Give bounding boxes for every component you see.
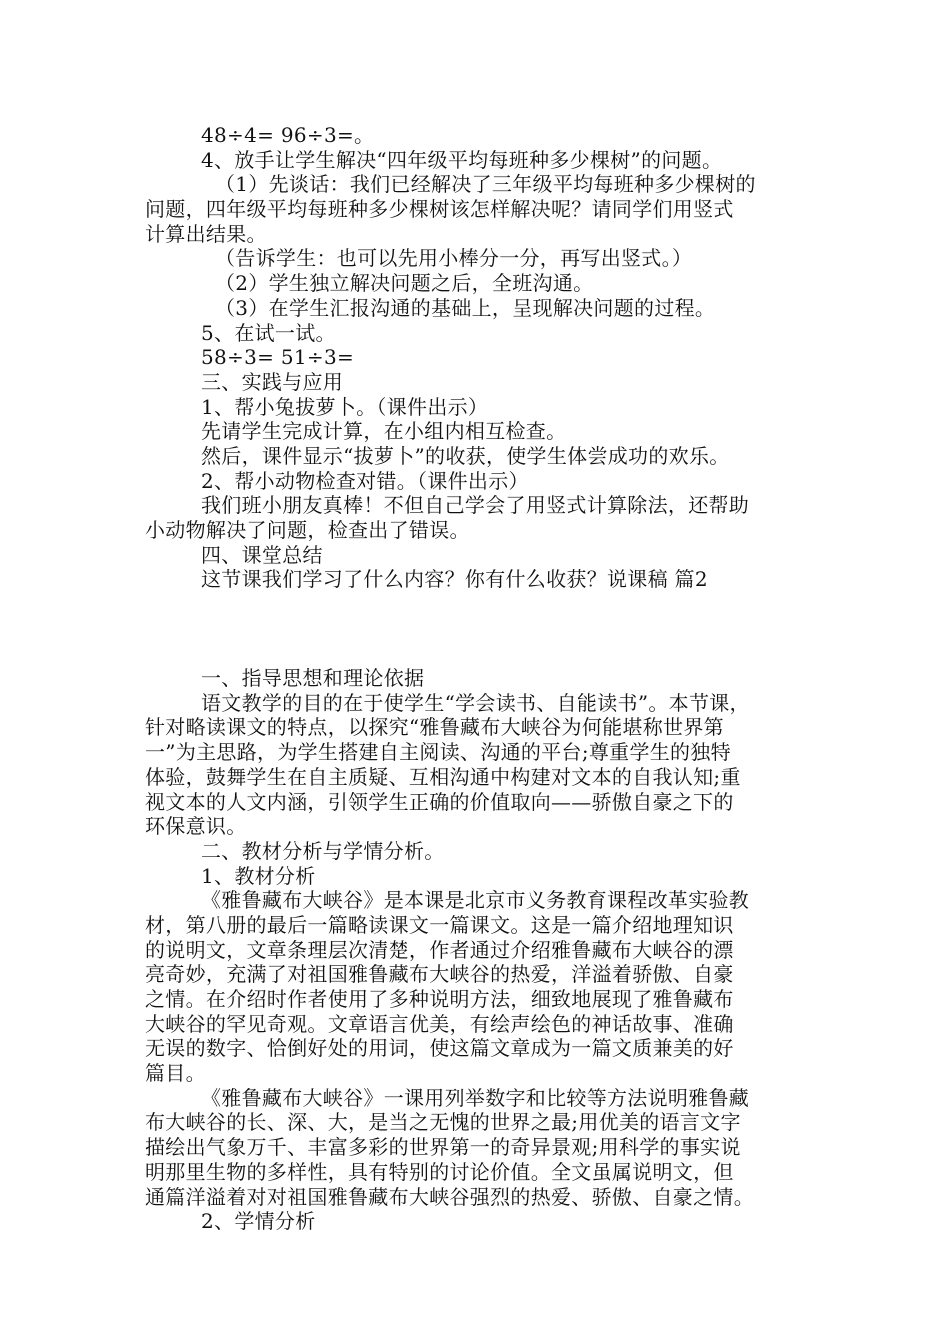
paragraph-line: 先请学生完成计算，在小组内相互检查。 <box>201 419 567 444</box>
document-body <box>145 123 825 1234</box>
paragraph-line: 48÷4= 96÷3=。 <box>201 123 375 147</box>
paragraph-line: 一”为主思路，为学生搭建自主阅读、沟通的平台;尊重学生的独特 <box>145 740 731 765</box>
paragraph-line: 2、帮小动物检查对错。（课件出示） <box>201 468 529 493</box>
paragraph-line: 布大峡谷的长、深、大，是当之无愧的世界之最;用优美的语言文字 <box>145 1110 741 1135</box>
paragraph-line: 一、指导思想和理论依据 <box>201 666 425 691</box>
paragraph-line: 4、放手让学生解决“四年级平均每班种多少棵树”的问题。 <box>201 147 723 172</box>
paragraph-line: 《雅鲁藏布大峡谷》是本课是北京市义务教育课程改革实验教 <box>201 888 750 913</box>
paragraph-line: 亮奇妙，充满了对祖国雅鲁藏布大峡谷的热爱，洋溢着骄傲、自豪 <box>145 962 734 987</box>
lesson-plan-section-2 <box>145 666 825 1234</box>
section-gap <box>145 592 825 666</box>
paragraph-line: （1）先谈话：我们已经解决了三年级平均每班种多少棵树的 <box>215 172 756 197</box>
paragraph-line: 语文教学的目的在于使学生“学会读书、自能读书”。本节课， <box>201 690 750 715</box>
paragraph-line: 视文本的人文内涵，引领学生正确的价值取向——骄傲自豪之下的 <box>145 789 734 814</box>
paragraph-line: 《雅鲁藏布大峡谷》一课用列举数字和比较等方法说明雅鲁藏 <box>201 1085 750 1110</box>
paragraph-line: 58÷3= 51÷3= <box>201 345 355 370</box>
paragraph-line: 四、课堂总结 <box>201 542 323 567</box>
paragraph-line: 小动物解决了问题，检查出了错误。 <box>145 518 470 542</box>
paragraph-line: 5、在试一试。 <box>201 320 336 345</box>
paragraph-line: 材，第八册的最后一篇略读课文一篇课文。这是一篇介绍地理知识 <box>145 912 734 937</box>
paragraph-line: 针对略读课文的特点，以探究“雅鲁藏布大峡谷为何能堪称世界第 <box>145 715 724 740</box>
paragraph-line: 大峡谷的罕见奇观。文章语言优美，有绘声绘色的神话故事、准确 <box>145 1011 734 1036</box>
paragraph-line: 的说明文，文章条理层次清楚，作者通过介绍雅鲁藏布大峡谷的漂 <box>145 937 734 962</box>
paragraph-line: 之情。在介绍时作者使用了多种说明方法，细致地展现了雅鲁藏布 <box>145 987 734 1011</box>
paragraph-line: （3）在学生汇报沟通的基础上，呈现解决问题的过程。 <box>215 295 716 320</box>
paragraph-line: 环保意识。 <box>145 814 247 839</box>
paragraph-line: 通篇洋溢着对对祖国雅鲁藏布大峡谷强烈的热爱、骄傲、自豪之情。 <box>145 1184 754 1209</box>
paragraph-line: 体验，鼓舞学生在自主质疑、互相沟通中构建对文本的自我认知;重 <box>145 764 741 789</box>
paragraph-line: 问题，四年级平均每班种多少棵树该怎样解决呢？请同学们用竖式 <box>145 197 734 222</box>
paragraph-line: （2）学生独立解决问题之后，全班沟通。 <box>215 271 594 296</box>
paragraph-line: 1、帮小兔拔萝卜。（课件出示） <box>201 394 489 419</box>
paragraph-line: 三、实践与应用 <box>201 369 344 394</box>
paragraph-line: 然后，课件显示“拔萝卜”的收获，使学生体尝成功的欢乐。 <box>201 443 730 468</box>
paragraph-line: 二、教材分析与学情分析。 <box>201 838 445 863</box>
lesson-plan-section-1 <box>145 123 825 592</box>
paragraph-line: 2、学情分析 <box>201 1209 316 1234</box>
paragraph-line: 1、教材分析 <box>201 863 316 888</box>
paragraph-line: 明那里生物的多样性，具有特别的讨论价值。全文虽属说明文，但 <box>145 1159 734 1184</box>
paragraph-line: 描绘出气象万千、丰富多彩的世界第一的奇异景观;用科学的事实说 <box>145 1135 741 1160</box>
paragraph-line: 计算出结果。 <box>145 221 267 246</box>
paragraph-line: 无误的数字、恰倒好处的用词，使这篇文章成为一篇文质兼美的好 <box>145 1036 734 1061</box>
paragraph-line: 我们班小朋友真棒！不但自己学会了用竖式计算除法，还帮助 <box>201 493 750 518</box>
paragraph-line: 篇目。 <box>145 1061 206 1086</box>
paragraph-line: （告诉学生：也可以先用小棒分一分，再写出竖式。） <box>215 246 693 271</box>
paragraph-line: 这节课我们学习了什么内容？你有什么收获？说课稿 篇2 <box>201 567 708 592</box>
